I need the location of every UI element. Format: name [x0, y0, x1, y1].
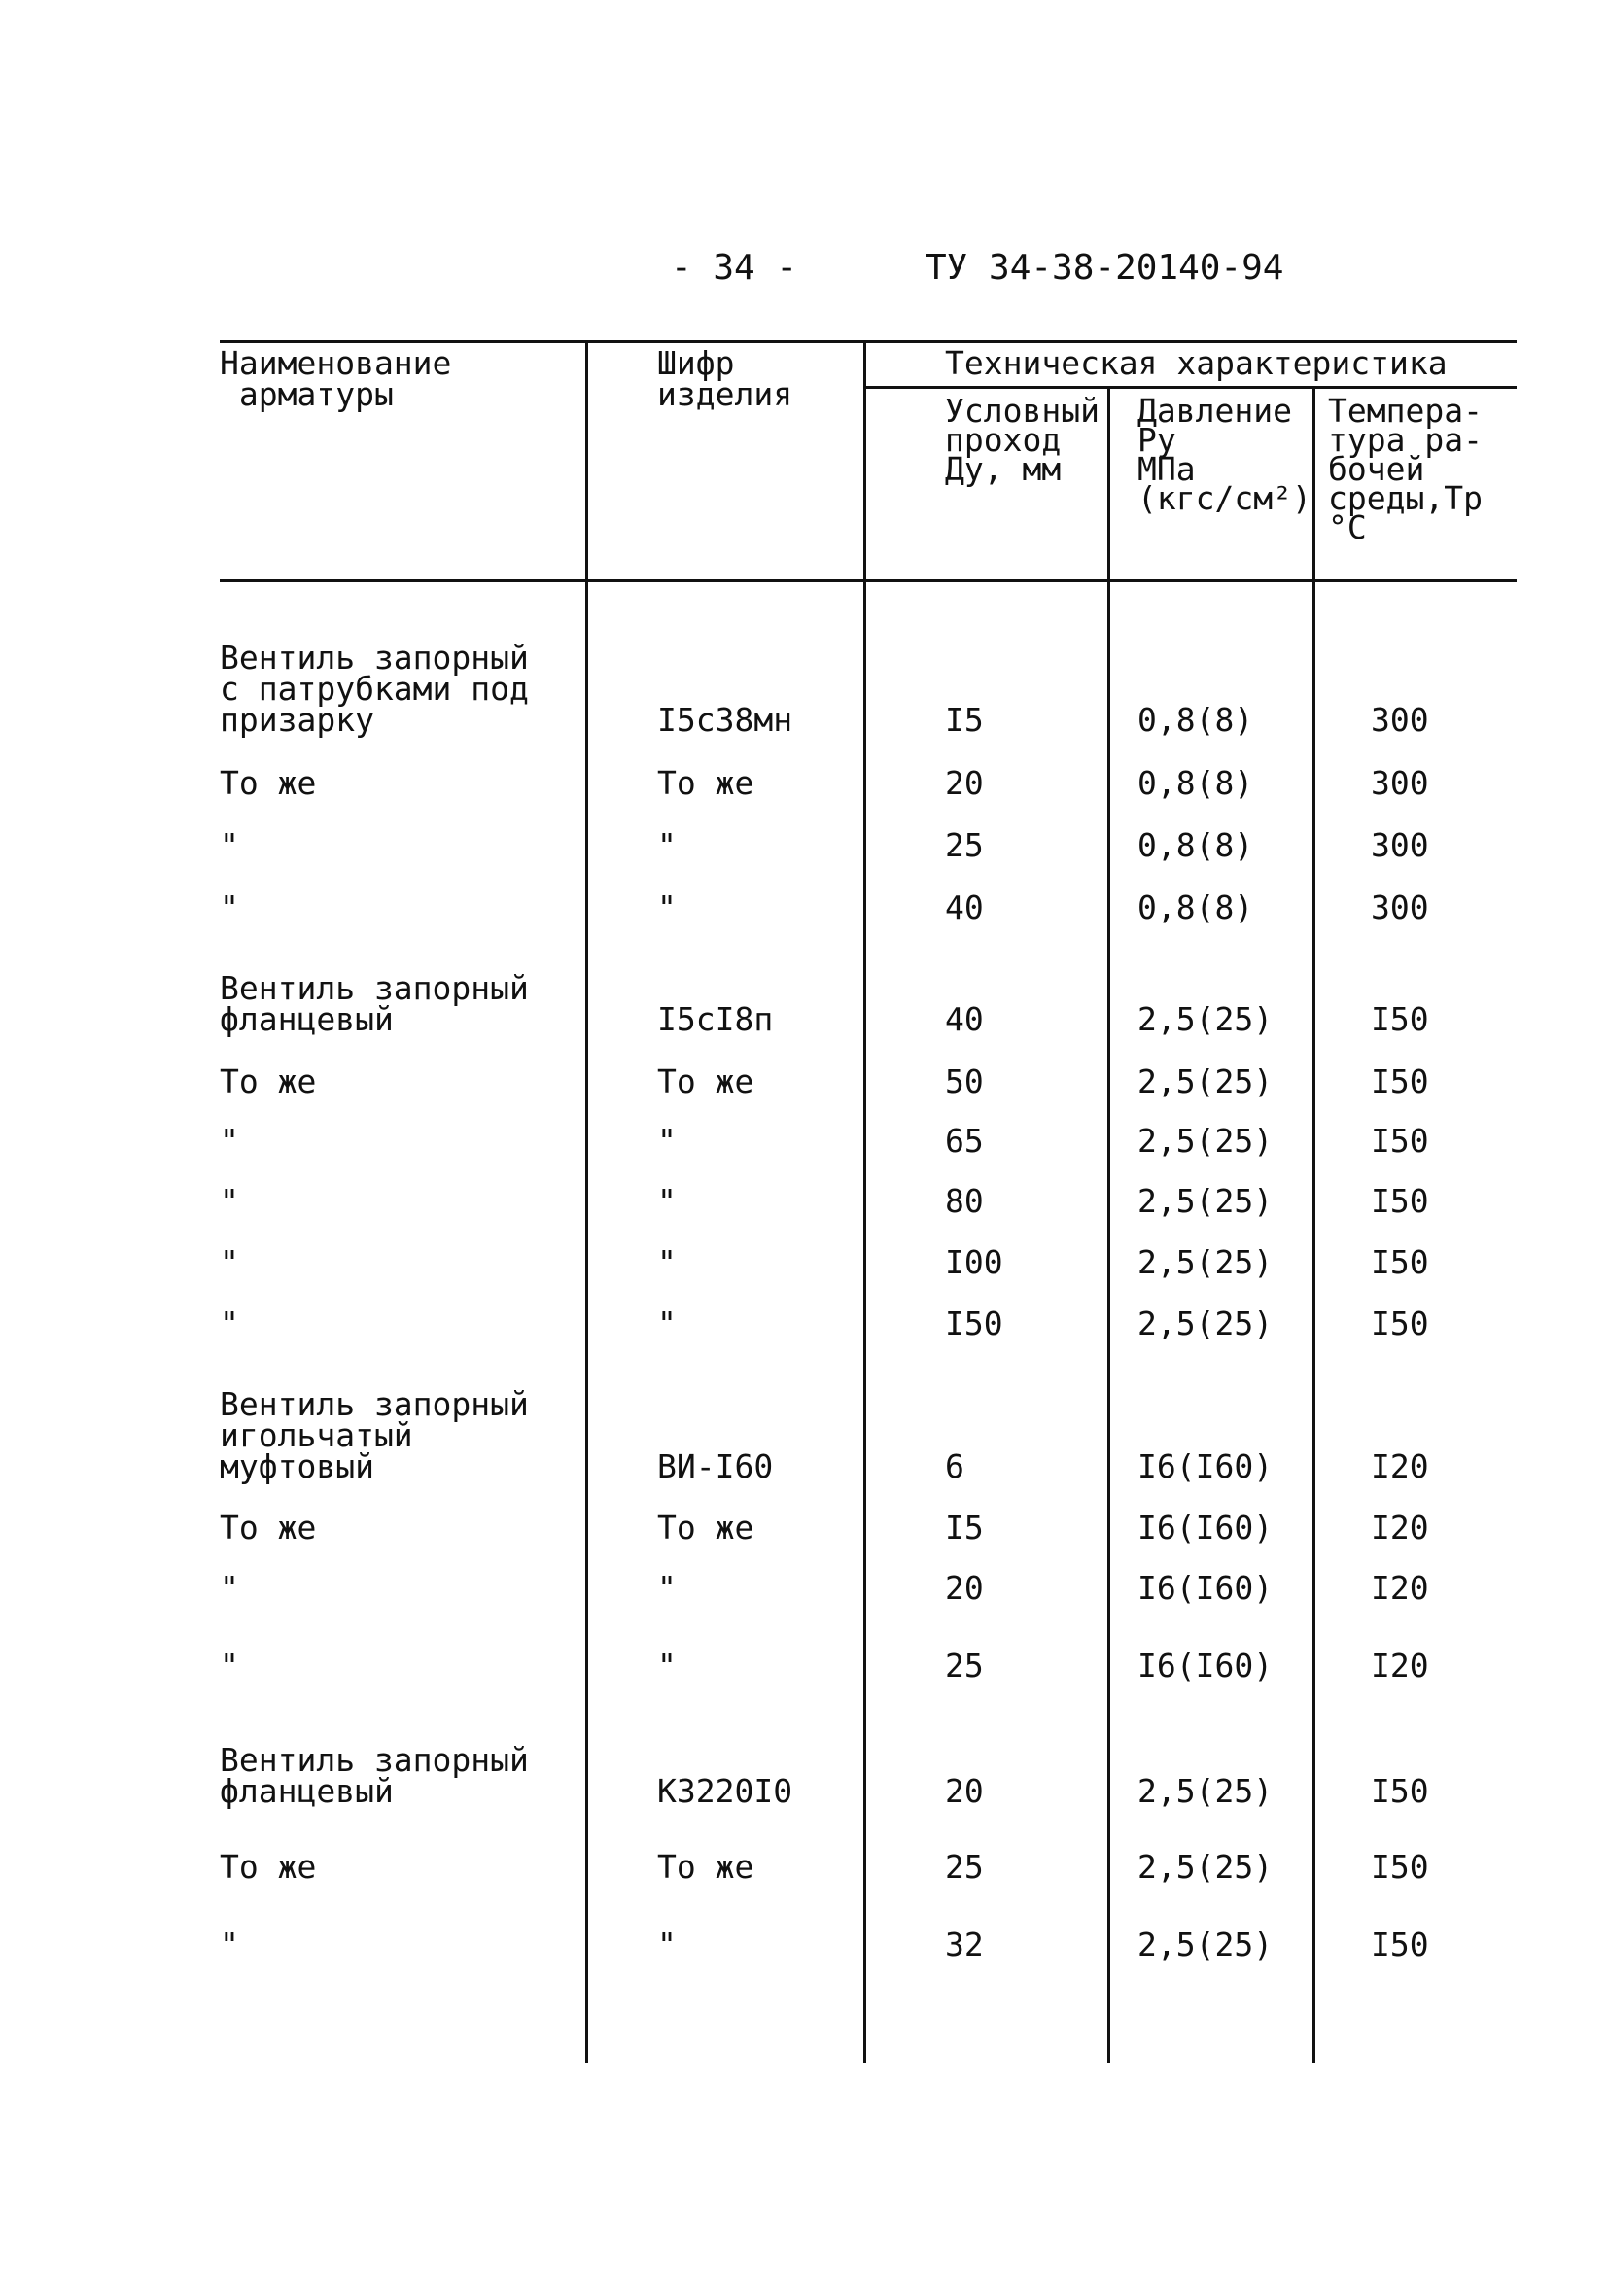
cell-nominal-diameter: 20: [945, 1772, 984, 1810]
cell-pressure: 2,5(25): [1137, 1926, 1274, 1964]
cell-code: ": [657, 826, 677, 864]
cell-code: ": [657, 1569, 677, 1607]
cell-nominal-diameter: I00: [945, 1243, 1003, 1281]
column-divider-pressure: [1312, 386, 1315, 2063]
cell-temperature: 300: [1371, 701, 1429, 739]
cell-name: То же: [220, 1062, 317, 1100]
cell-pressure: 2,5(25): [1137, 1000, 1274, 1038]
cell-temperature: I20: [1371, 1447, 1429, 1485]
cell-code: ": [657, 1305, 677, 1342]
cell-code: ": [657, 1926, 677, 1964]
cell-name: Вентиль запорный с патрубками под призарку: [220, 639, 529, 739]
cell-name: Вентиль запорный игольчатый муфтовый: [220, 1385, 529, 1485]
cell-temperature: I20: [1371, 1569, 1429, 1607]
cell-nominal-diameter: 80: [945, 1182, 984, 1220]
header-dn: Условный проход Ду, мм: [945, 392, 1100, 488]
cell-code: ": [657, 1182, 677, 1220]
cell-nominal-diameter: 25: [945, 1647, 984, 1685]
cell-name: ": [220, 1926, 239, 1964]
cell-nominal-diameter: 40: [945, 888, 984, 926]
column-divider-name: [585, 340, 588, 2063]
cell-name: Вентиль запорный фланцевый: [220, 969, 529, 1038]
cell-pressure: 2,5(25): [1137, 1243, 1274, 1281]
cell-temperature: 300: [1371, 826, 1429, 864]
cell-nominal-diameter: 32: [945, 1926, 984, 1964]
column-divider-code: [863, 340, 866, 2063]
cell-nominal-diameter: 6: [945, 1447, 964, 1485]
cell-pressure: I6(I60): [1137, 1447, 1274, 1485]
cell-code: I5с38мн: [657, 701, 793, 739]
cell-nominal-diameter: I5: [945, 701, 984, 739]
cell-pressure: 2,5(25): [1137, 1122, 1274, 1160]
tech-subheader-rule: [865, 386, 1517, 389]
cell-nominal-diameter: 20: [945, 764, 984, 802]
cell-name: ": [220, 1122, 239, 1160]
page-number: - 34 -: [671, 248, 798, 288]
cell-name: То же: [220, 764, 317, 802]
cell-temperature: I50: [1371, 1000, 1429, 1038]
document-code: ТУ 34-38-20140-94: [926, 248, 1284, 288]
cell-code: КЗ220I0: [657, 1772, 793, 1810]
cell-name: ": [220, 1569, 239, 1607]
cell-temperature: I20: [1371, 1509, 1429, 1547]
header-bottom-rule: [220, 579, 1517, 582]
cell-code: ": [657, 888, 677, 926]
cell-pressure: 0,8(8): [1137, 888, 1254, 926]
cell-temperature: 300: [1371, 764, 1429, 802]
cell-nominal-diameter: 65: [945, 1122, 984, 1160]
cell-pressure: 0,8(8): [1137, 826, 1254, 864]
cell-temperature: I50: [1371, 1848, 1429, 1886]
header-name: Наименование арматуры: [220, 344, 452, 413]
cell-code: То же: [657, 1062, 754, 1100]
header-pressure: Давление Ру МПа (кгс/см²): [1137, 392, 1311, 517]
cell-temperature: I20: [1371, 1647, 1429, 1685]
cell-nominal-diameter: I50: [945, 1305, 1003, 1342]
cell-pressure: I6(I60): [1137, 1569, 1274, 1607]
cell-code: ": [657, 1647, 677, 1685]
cell-temperature: I50: [1371, 1772, 1429, 1810]
cell-name: ": [220, 1182, 239, 1220]
cell-code: ": [657, 1243, 677, 1281]
cell-name: Вентиль запорный фланцевый: [220, 1741, 529, 1810]
cell-name: ": [220, 826, 239, 864]
cell-pressure: 0,8(8): [1137, 764, 1254, 802]
cell-temperature: I50: [1371, 1243, 1429, 1281]
cell-code: То же: [657, 764, 754, 802]
cell-name: ": [220, 1647, 239, 1685]
cell-name: ": [220, 1305, 239, 1342]
header-tech: Техническая характеристика: [945, 344, 1448, 382]
cell-name: То же: [220, 1509, 317, 1547]
header-code: Шифр изделия: [657, 344, 793, 413]
table-top-rule: [220, 340, 1517, 343]
cell-nominal-diameter: 25: [945, 826, 984, 864]
cell-code: I5сI8п: [657, 1000, 774, 1038]
cell-code: То же: [657, 1509, 754, 1547]
cell-pressure: 2,5(25): [1137, 1182, 1274, 1220]
cell-pressure: 0,8(8): [1137, 701, 1254, 739]
column-divider-dn: [1107, 386, 1110, 2063]
cell-nominal-diameter: 50: [945, 1062, 984, 1100]
cell-temperature: I50: [1371, 1926, 1429, 1964]
cell-nominal-diameter: I5: [945, 1509, 984, 1547]
cell-nominal-diameter: 40: [945, 1000, 984, 1038]
cell-pressure: 2,5(25): [1137, 1848, 1274, 1886]
cell-temperature: 300: [1371, 888, 1429, 926]
cell-name: ": [220, 1243, 239, 1281]
cell-code: ВИ-I60: [657, 1447, 774, 1485]
cell-pressure: 2,5(25): [1137, 1305, 1274, 1342]
cell-temperature: I50: [1371, 1062, 1429, 1100]
cell-name: То же: [220, 1848, 317, 1886]
cell-temperature: I50: [1371, 1305, 1429, 1342]
cell-code: ": [657, 1122, 677, 1160]
cell-pressure: 2,5(25): [1137, 1772, 1274, 1810]
cell-code: То же: [657, 1848, 754, 1886]
cell-nominal-diameter: 20: [945, 1569, 984, 1607]
cell-pressure: I6(I60): [1137, 1509, 1274, 1547]
cell-temperature: I50: [1371, 1122, 1429, 1160]
cell-pressure: 2,5(25): [1137, 1062, 1274, 1100]
cell-temperature: I50: [1371, 1182, 1429, 1220]
cell-name: ": [220, 888, 239, 926]
cell-nominal-diameter: 25: [945, 1848, 984, 1886]
header-temperature: Темпера- тура ра- бочей среды,Тр °С: [1328, 392, 1483, 546]
cell-pressure: I6(I60): [1137, 1647, 1274, 1685]
